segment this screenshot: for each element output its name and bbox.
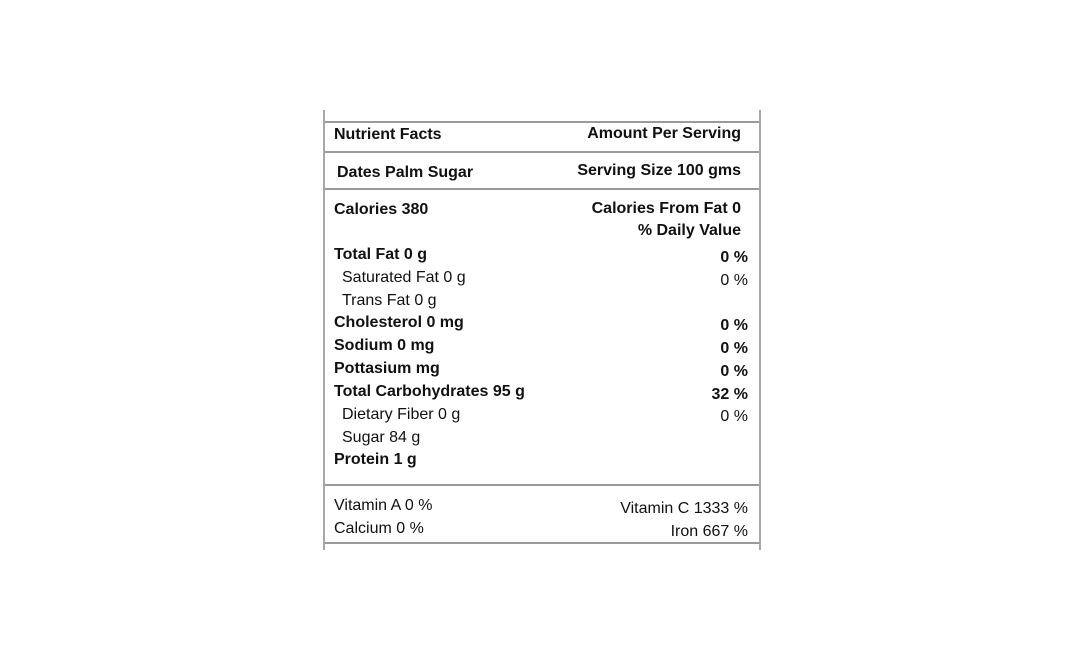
- nutrient-cholesterol-value: 0 %: [720, 317, 748, 334]
- amount-per-serving-heading: Amount Per Serving: [587, 125, 741, 142]
- nutrient-pottasium-value: 0 %: [720, 363, 748, 380]
- serving-size: Serving Size 100 gms: [577, 162, 741, 179]
- iron: Iron 667 %: [670, 523, 748, 540]
- vitamin-a: Vitamin A 0 %: [334, 497, 433, 514]
- nutrient-dietary-fiber: Dietary Fiber 0 g: [342, 406, 461, 423]
- divider-vitamins: [325, 484, 759, 486]
- nutrient-sodium: Sodium 0 mg: [334, 337, 435, 354]
- nutrient-total-carbohydrates: Total Carbohydrates 95 g: [334, 383, 525, 400]
- label-title: Nutrient Facts: [334, 126, 442, 143]
- nutrient-pottasium: Pottasium mg: [334, 360, 440, 377]
- nutrient-total-fat-value: 0 %: [720, 249, 748, 266]
- nutrient-cholesterol: Cholesterol 0 mg: [334, 314, 464, 331]
- calcium: Calcium 0 %: [334, 520, 424, 537]
- nutrient-saturated-fat: Saturated Fat 0 g: [342, 269, 466, 286]
- nutrient-sugar: Sugar 84 g: [342, 429, 421, 446]
- nutrition-facts-label: [323, 110, 761, 550]
- calories-from-fat: Calories From Fat 0: [591, 200, 741, 217]
- nutrient-sodium-value: 0 %: [720, 340, 748, 357]
- divider-top: [325, 121, 759, 123]
- nutrient-protein: Protein 1 g: [334, 451, 417, 468]
- vitamin-c: Vitamin C 1333 %: [620, 500, 748, 517]
- divider-bottom: [325, 542, 759, 544]
- divider-serving: [325, 188, 759, 190]
- nutrient-saturated-fat-value: 0 %: [720, 272, 748, 289]
- nutrient-trans-fat: Trans Fat 0 g: [342, 292, 437, 309]
- nutrient-total-fat: Total Fat 0 g: [334, 246, 428, 263]
- divider-header: [325, 151, 759, 153]
- calories: Calories 380: [334, 201, 429, 218]
- nutrient-total-carbohydrates-value: 32 %: [711, 386, 748, 403]
- product-name: Dates Palm Sugar: [337, 164, 474, 181]
- nutrient-dietary-fiber-value: 0 %: [720, 408, 748, 425]
- daily-value-heading: % Daily Value: [637, 222, 741, 239]
